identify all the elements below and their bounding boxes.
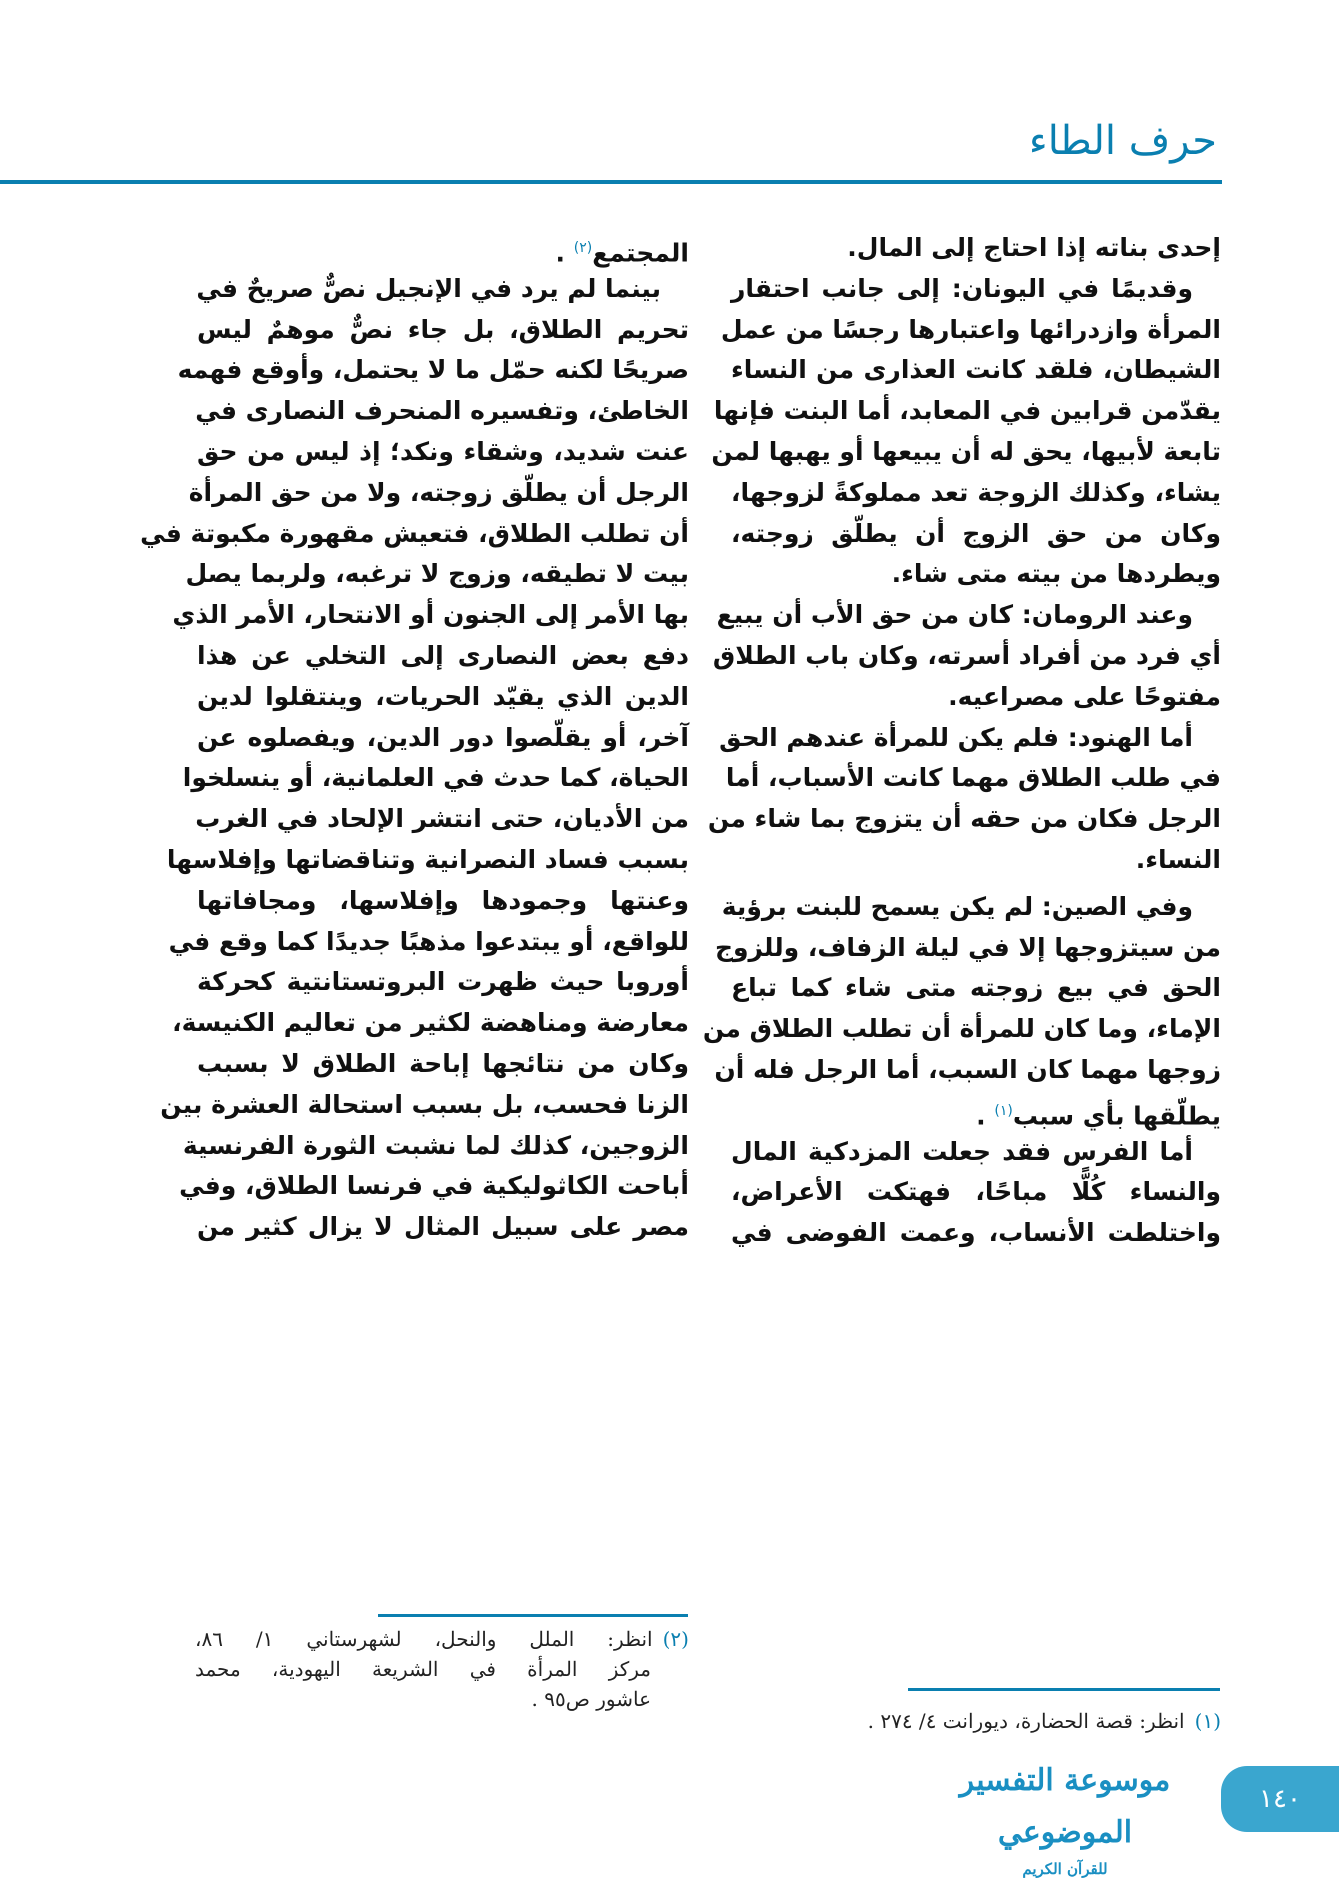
line-text: المجتمع [592,238,689,268]
line-punctuation: . [555,238,574,268]
footnote-text: عاشور ص٩٥ . [531,1687,651,1711]
text-line [731,1132,1221,1173]
line-text: وقديمًا في اليونان: إلى جانب احتقار [731,273,1193,303]
line-text: معارضة ومناهضة لكثير من تعاليم الكنيسة، [172,1008,689,1038]
line-text: يقدّمن قرابين في المعابد، أما البنت فإنها [713,396,1221,426]
footnote-line [195,1654,689,1684]
text-line [197,799,689,840]
footnote-divider-right [908,1688,1220,1691]
line-text: الشيطان، فلقد كانت العذارى من النساء [731,355,1221,385]
footnote-text: مركز المرأة في الشريعة اليهودية، محمد [195,1657,651,1681]
line-text: وكان من نتائجها إباحة الطلاق لا بسبب [197,1048,689,1078]
line-text: الإماء، وما كان للمرأة أن تطلب الطلاق من [702,1014,1221,1044]
line-text: واختلطت الأنساب، وعمت الفوضى في [731,1218,1221,1248]
footnote-line [195,1624,689,1654]
text-line [731,269,1221,310]
text-line [731,1091,1221,1132]
text-line [188,473,689,514]
line-text: الزنا فحسب، بل بسبب استحالة العشرة بين [160,1089,689,1119]
line-text: والنساء كُلًّا مباحًا، فهتكت الأعراض، [731,1177,1221,1207]
line-text: إحدى بناته إذا احتاج إلى المال. [847,233,1221,262]
line-text: أوروبا حيث ظهرت البروتستانتية كحركة [197,967,689,997]
text-line [197,432,689,473]
line-text: وعند الرومان: كان من حق الأب أن يبيع [716,600,1193,630]
text-line [725,758,1221,799]
line-text: أما الفرس فقد جعلت المزدكية المال [731,1136,1193,1166]
text-line [197,1207,689,1248]
text-line [140,514,689,555]
line-text: تابعة لأبيها، يحق له أن يبيعها أو يهبها لمن [711,436,1221,466]
line-text: المرأة وازدرائها واعتبارها رجسًا من عمل [720,314,1221,344]
text-line [713,391,1221,432]
line-text: أما الهنود: فلم يكن للمرأة عندهم الحق [719,722,1193,752]
line-text: مصر على سبيل المثال لا يزال كثير من [197,1212,689,1242]
text-line [719,718,1221,759]
text-line [197,636,689,677]
encyclopedia-logo [930,1755,1200,1878]
line-text: النساء. [1135,844,1221,874]
text-line [731,1172,1221,1213]
footnote-reference[interactable]: (١) [994,1102,1013,1119]
line-text: من سيتزوجها إلا في ليلة الزفاف، وللزوج [714,932,1221,962]
line-text: بها الأمر إلى الجنون أو الانتحار، الأمر الذي [172,600,689,630]
line-punctuation: . [976,1101,995,1131]
line-text: الحياة، كما حدث في العلمانية، أو ينسلخوا [182,763,689,793]
text-line [714,1050,1221,1091]
text-line [179,1166,689,1207]
text-line [714,928,1221,969]
footnote-divider-left [378,1614,688,1617]
text-line [731,840,1221,881]
line-text: في طلب الطلاق مهما كانت الأسباب، أما [725,763,1221,793]
left-column [140,228,689,1248]
text-line [731,1213,1221,1254]
line-text: أن تطلب الطلاق، فتعيش مقهورة مكبوتة في [140,518,689,548]
page-number: ١٤٠ [1221,1766,1339,1832]
text-line [731,350,1221,391]
text-line [197,228,689,269]
header-divider [0,180,1222,184]
text-line [711,432,1221,473]
line-text: زوجها مهما كان السبب، أما الرجل فله أن [714,1054,1221,1084]
line-text: آخر، أو يقلّصوا دور الدين، ويفصلوه عن [197,722,689,752]
line-text: أباحت الكاثوليكية في فرنسا الطلاق، وفي [179,1171,689,1201]
line-text: وعنتها وجمودها وإفلاسها، ومجافاتها [197,885,689,915]
footnote-number: (١) [1194,1709,1221,1733]
line-text: عنت شديد، وشقاء ونكد؛ إذ ليس من حق [197,436,689,466]
text-line [197,881,689,922]
line-text: الرجل فكان من حقه أن يتزوج بما شاء من [707,804,1221,834]
text-line [721,887,1221,928]
text-line [702,1009,1221,1050]
text-line [197,962,689,1003]
chapter-title: حرف الطاء [1028,118,1217,164]
text-line [166,840,689,881]
line-text: الحق في بيع زوجته متى شاء كما تباع [731,973,1221,1003]
text-line [182,1126,689,1167]
line-text: أي فرد من أفراد أسرته، وكان باب الطلاق [712,640,1221,670]
text-line [168,922,689,963]
line-text: بسبب فساد النصرانية وتناقضاتها وإفلاسها [166,844,689,874]
line-text: يطلّقها بأي سبب [1012,1101,1221,1131]
text-line [197,391,689,432]
line-text: مفتوحًا على مصراعيه. [948,681,1221,711]
footnote-left [195,1624,689,1714]
text-line [731,514,1221,555]
text-line [731,473,1221,514]
text-line [731,554,1221,595]
text-line [731,228,1221,269]
footnote-text: انظر: الملل والنحل، لشهرستاني ١/ ٨٦، [195,1627,653,1651]
line-text: الزوجين، كذلك لما نشبت الثورة الفرنسية [182,1130,689,1160]
line-text: وفي الصين: لم يكن يسمح للبنت برؤية [721,891,1193,921]
text-line [182,758,689,799]
line-text: صريحًا لكنه حمّل ما لا يحتمل، وأوقع فهمه [177,355,689,385]
text-line [172,1003,689,1044]
text-line [197,677,689,718]
logo-subtitle: للقرآن الكريم [1022,1860,1108,1878]
text-line [731,677,1221,718]
text-line [707,799,1221,840]
right-column [702,228,1221,1254]
text-line [185,554,689,595]
text-line [197,269,689,310]
line-text: بيت لا تطيقه، وزوج لا ترغبه، ولربما يصل [185,559,689,589]
text-line [177,350,689,391]
footnote-text: انظر: قصة الحضارة، ديورانت ٤/ ٢٧٤ . [867,1709,1185,1733]
footnote-line [195,1684,689,1714]
line-text: الدين الذي يقيّد الحريات، وينتقلوا لدين [197,681,689,711]
text-line [197,718,689,759]
text-line [172,595,689,636]
text-line [716,595,1221,636]
line-text: الرجل أن يطلّق زوجته، ولا من حق المرأة [188,477,689,507]
footnote-reference[interactable]: (٢) [573,240,593,256]
line-text: من الأديان، حتى انتشر الإلحاد في الغرب [195,804,689,834]
line-text: دفع بعض النصارى إلى التخلي عن هذا [197,640,689,670]
footnote-right [727,1706,1221,1736]
line-text: يشاء، وكذلك الزوجة تعد مملوكةً لزوجها، [731,477,1221,507]
line-text: تحريم الطلاق، بل جاء نصٌّ موهمٌ ليس [197,314,689,344]
line-text: ويطردها من بيته متى شاء. [891,559,1221,589]
text-line [712,636,1221,677]
line-text: الخاطئ، وتفسيره المنحرف النصارى في [195,396,689,426]
line-text: بينما لم يرد في الإنجيل نصٌّ صريحٌ في [196,273,661,303]
text-line [720,310,1221,351]
line-text: للواقع، أو يبتدعوا مذهبًا جديدًا كما وقع في [168,926,689,956]
footnote-number: (٢) [662,1627,689,1651]
line-text: وكان من حق الزوج أن يطلّق زوجته، [731,518,1221,548]
text-line [731,968,1221,1009]
text-line [160,1085,689,1126]
text-line [197,1044,689,1085]
text-line [197,310,689,351]
logo-title: موسوعة التفسير الموضوعي [959,1763,1171,1850]
